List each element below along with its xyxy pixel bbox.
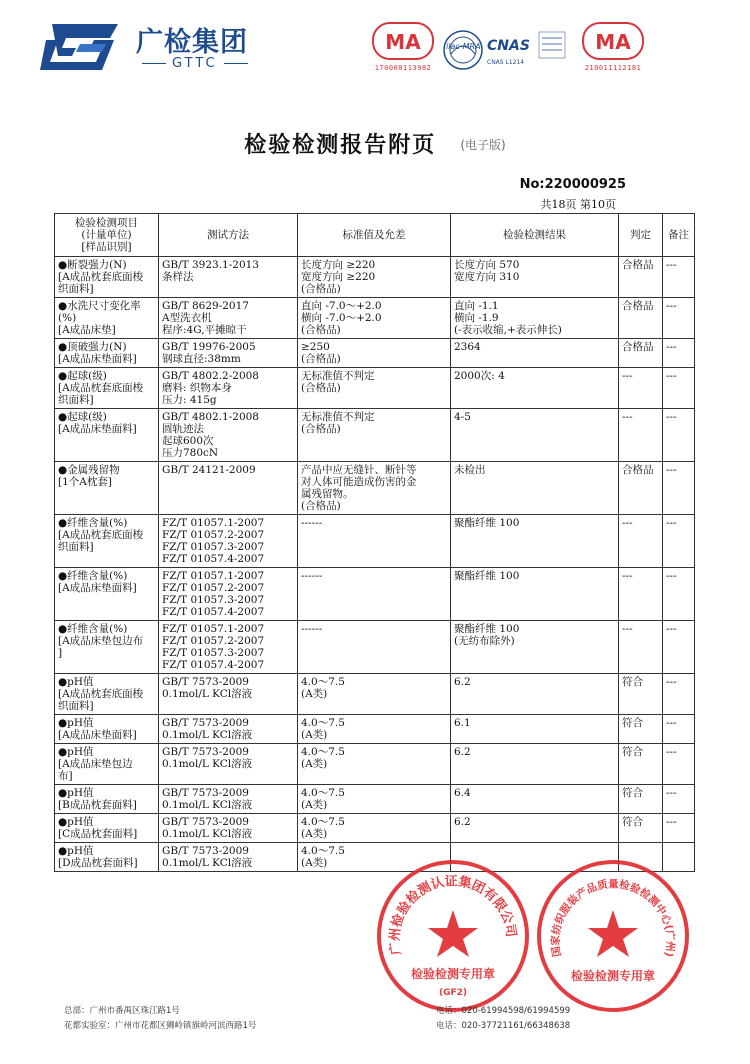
table-row [55, 515, 695, 568]
judgement-cell: 符合 [619, 744, 663, 785]
test-item-cell: ●pH值 [A成品床垫面料] [55, 715, 159, 744]
standard-value-cell: 直向 -7.0～+2.0 横向 -7.0～+2.0 (合格品) [298, 298, 451, 339]
judgement-cell: 符合 [619, 674, 663, 715]
test-result-cell [451, 843, 619, 872]
table-body [55, 257, 695, 872]
standard-value-cell: 4.0～7.5 (A类) [298, 843, 451, 872]
remark-cell: --- [663, 368, 695, 409]
table-row [55, 674, 695, 715]
test-item-cell: ●纤维含量(%) [A成品床垫包边布 ] [55, 621, 159, 674]
test-result-cell: 2000次: 4 [451, 368, 619, 409]
test-result-cell: 聚酯纤维 100 [451, 568, 619, 621]
table-row [55, 257, 695, 298]
company-name: 广检集团 [136, 27, 248, 58]
standard-value-cell: 产品中应无缝针、断针等 对人体可能造成伤害的金 属残留物。 (合格品) [298, 462, 451, 515]
test-method-cell: GB/T 19976-2005 钢球直径:38mm [159, 339, 298, 368]
test-method-cell: GB/T 7573-2009 0.1mol/L KCl溶液 [159, 715, 298, 744]
remark-cell: --- [663, 814, 695, 843]
svg-text:检验检测专用章: 检验检测专用章 [410, 967, 496, 981]
judgement-cell: --- [619, 368, 663, 409]
test-result-cell: 聚酯纤维 100 (无纺布除外) [451, 621, 619, 674]
test-method-cell: GB/T 24121-2009 [159, 462, 298, 515]
standard-value-cell: ------ [298, 568, 451, 621]
judgement-cell [619, 843, 663, 872]
remark-cell: --- [663, 785, 695, 814]
column-header: 标准值及允差 [298, 214, 451, 257]
test-result-cell: 直向 -1.1 横向 -1.9 (-表示收缩,+表示伸长) [451, 298, 619, 339]
remark-cell: --- [663, 515, 695, 568]
column-header: 判定 [619, 214, 663, 257]
company-abbr: GTTC [136, 56, 254, 71]
test-item-cell: ●起球(级) [A成品床垫面料] [55, 409, 159, 462]
remark-cell: --- [663, 298, 695, 339]
test-result-cell: 6.2 [451, 674, 619, 715]
report-number: No:220000925 [519, 177, 626, 192]
table-row [55, 339, 695, 368]
table-row [55, 814, 695, 843]
test-item-cell: ●纤维含量(%) [A成品床垫面料] [55, 568, 159, 621]
cma-badge-icon: MA [372, 22, 434, 60]
column-header: 检验检测结果 [451, 214, 619, 257]
table-row [55, 298, 695, 339]
judgement-cell: 合格品 [619, 298, 663, 339]
page-info: 共18页 第10页 [540, 198, 616, 211]
test-method-cell: GB/T 3923.1-2013 条样法 [159, 257, 298, 298]
test-result-cell: 6.4 [451, 785, 619, 814]
test-method-cell: FZ/T 01057.1-2007 FZ/T 01057.2-2007 FZ/T 01057.3-2007 FZ/T 01057.4-2007 [159, 515, 298, 568]
standard-value-cell: 4.0～7.5 (A类) [298, 814, 451, 843]
test-item-cell: ●断裂强力(N) [A成品枕套底面梭 织面料] [55, 257, 159, 298]
test-method-cell: GB/T 7573-2009 0.1mol/L KCl溶液 [159, 674, 298, 715]
test-item-cell: ●pH值 [A成品枕套底面梭 织面料] [55, 674, 159, 715]
svg-text:(GF2): (GF2) [438, 988, 468, 998]
cma-number: 210011112181 [584, 64, 642, 72]
svg-text:CNAS L1214: CNAS L1214 [487, 59, 525, 66]
remark-cell: --- [663, 715, 695, 744]
judgement-cell: --- [619, 409, 663, 462]
test-result-cell: 长度方向 570 宽度方向 310 [451, 257, 619, 298]
test-item-cell: ●pH值 [D成品枕套面料] [55, 843, 159, 872]
judgement-cell: 符合 [619, 715, 663, 744]
judgement-cell: 合格品 [619, 462, 663, 515]
judgement-cell: 符合 [619, 785, 663, 814]
test-item-cell: ●pH值 [B成品枕套面料] [55, 785, 159, 814]
test-result-cell: 6.2 [451, 814, 619, 843]
standard-value-cell: ------ [298, 515, 451, 568]
column-header: 测试方法 [159, 214, 298, 257]
standard-value-cell: 长度方向 ≥220 宽度方向 ≥220 (合格品) [298, 257, 451, 298]
test-method-cell: GB/T 8629-2017 A型洗衣机 程序:4G,平摊晾干 [159, 298, 298, 339]
table-row [55, 568, 695, 621]
title-main: 检验检测报告附页 [244, 133, 437, 158]
lab-phone: 电话：020-37721161/66348638 [436, 1021, 571, 1031]
results-table [54, 213, 695, 872]
remark-cell: --- [663, 409, 695, 462]
test-item-cell: ●顶破强力(N) [A成品床垫面料] [55, 339, 159, 368]
remark-cell: --- [663, 462, 695, 515]
test-item-cell: ●pH值 [A成品床垫包边 布] [55, 744, 159, 785]
cma-badge-icon: MA [582, 22, 644, 60]
right-seal-stamp [535, 858, 691, 1014]
test-method-cell: GB/T 7573-2009 0.1mol/L KCl溶液 [159, 814, 298, 843]
test-result-cell: 6.1 [451, 715, 619, 744]
remark-cell: --- [663, 257, 695, 298]
test-method-cell: GB/T 7573-2009 0.1mol/L KCl溶液 [159, 785, 298, 814]
test-method-cell: FZ/T 01057.1-2007 FZ/T 01057.2-2007 FZ/T 01057.3-2007 FZ/T 01057.4-2007 [159, 621, 298, 674]
judgement-cell: 符合 [619, 814, 663, 843]
test-result-cell: 4-5 [451, 409, 619, 462]
page-title [0, 128, 750, 159]
company-logo [40, 18, 260, 78]
test-item-cell: ●起球(级) [A成品枕套底面梭 织面料] [55, 368, 159, 409]
cma-number: 170000113982 [374, 64, 432, 72]
lab-address: 花都实验室：广州市花都区狮岭镇旗岭河滨西路1号 [64, 1021, 257, 1031]
table-row [55, 368, 695, 409]
judgement-cell: --- [619, 568, 663, 621]
table-header-row [55, 214, 695, 257]
test-method-cell: GB/T 4802.1-2008 圆轨迹法 起球600次 压力780cN [159, 409, 298, 462]
standard-value-cell: 4.0～7.5 (A类) [298, 715, 451, 744]
test-item-cell: ●水洗尺寸变化率 (%) [A成品床垫] [55, 298, 159, 339]
remark-cell: --- [663, 744, 695, 785]
judgement-cell: 合格品 [619, 257, 663, 298]
svg-text:检验检测专用章: 检验检测专用章 [570, 969, 656, 983]
judgement-cell: --- [619, 515, 663, 568]
standard-value-cell: 4.0～7.5 (A类) [298, 744, 451, 785]
standard-value-cell: ------ [298, 621, 451, 674]
standard-value-cell: 4.0～7.5 (A类) [298, 785, 451, 814]
ilac-cnas-logo-icon [443, 24, 568, 76]
test-method-cell: GB/T 7573-2009 0.1mol/L KCl溶液 [159, 744, 298, 785]
left-seal-stamp [375, 858, 531, 1014]
test-result-cell: 2364 [451, 339, 619, 368]
gttc-logo-icon [40, 18, 122, 76]
table-row [55, 409, 695, 462]
title-subtitle: (电子版) [460, 137, 506, 152]
test-method-cell: GB/T 7573-2009 0.1mol/L KCl溶液 [159, 843, 298, 872]
remark-cell: --- [663, 339, 695, 368]
test-item-cell: ●pH值 [C成品枕套面料] [55, 814, 159, 843]
cma-cert-right [582, 22, 644, 72]
hq-phone: 电话：020-61994598/61994599 [436, 1006, 571, 1016]
standard-value-cell: 4.0～7.5 (A类) [298, 674, 451, 715]
test-item-cell: ●纤维含量(%) [A成品枕套底面梭 织面料] [55, 515, 159, 568]
standard-value-cell: 无标准值不判定 (合格品) [298, 368, 451, 409]
table-row [55, 462, 695, 515]
hq-address: 总部：广州市番禺区珠江路1号 [64, 1006, 180, 1016]
table-row [55, 744, 695, 785]
column-header: 备注 [663, 214, 695, 257]
table-row [55, 715, 695, 744]
cma-cert-left [372, 22, 434, 72]
remark-cell: --- [663, 674, 695, 715]
table-row [55, 843, 695, 872]
remark-cell: --- [663, 621, 695, 674]
svg-text:CNAS: CNAS [487, 38, 530, 54]
table-row [55, 785, 695, 814]
remark-cell: --- [663, 568, 695, 621]
standard-value-cell: 无标准值不判定 (合格品) [298, 409, 451, 462]
test-result-cell: 聚酯纤维 100 [451, 515, 619, 568]
page-footer [64, 1004, 684, 1034]
judgement-cell: 合格品 [619, 339, 663, 368]
test-method-cell: FZ/T 01057.1-2007 FZ/T 01057.2-2007 FZ/T 01057.3-2007 FZ/T 01057.4-2007 [159, 568, 298, 621]
remark-cell [663, 843, 695, 872]
standard-value-cell: ≥250 (合格品) [298, 339, 451, 368]
report-header [0, 0, 750, 96]
svg-text:国家纺织服装产品质量检验检测中心(广州): 国家纺织服装产品质量检验检测中心(广州) [549, 878, 677, 959]
table-row [55, 621, 695, 674]
svg-text:广州检验检测认证集团有限公司: 广州检验检测认证集团有限公司 [387, 874, 519, 956]
test-item-cell: ●金属残留物 [1个A枕套] [55, 462, 159, 515]
svg-text:ilac-MRA: ilac-MRA [446, 42, 481, 51]
test-method-cell: GB/T 4802.2-2008 磨料: 织物本身 压力: 415g [159, 368, 298, 409]
test-result-cell: 6.2 [451, 744, 619, 785]
judgement-cell: --- [619, 621, 663, 674]
test-result-cell: 未检出 [451, 462, 619, 515]
column-header: 检验检测项目 (计量单位) [样品识别] [55, 214, 159, 257]
